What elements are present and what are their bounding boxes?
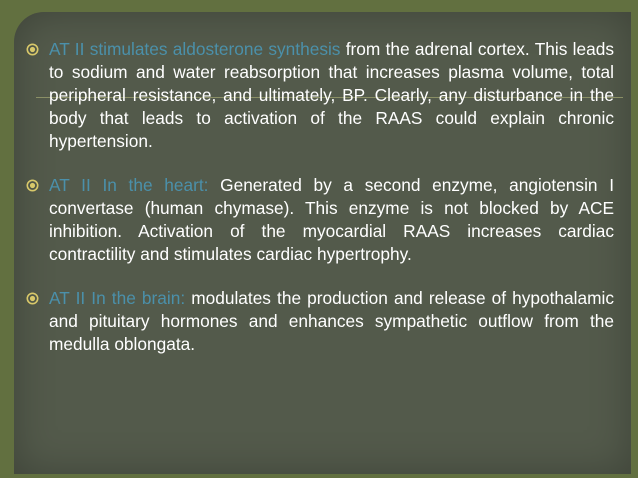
bullet-highlight: AT II In the brain: (49, 288, 186, 308)
bullet-text: modulates the production and release of hypothalamic and pituitary hormones and enhances sympathetic outflow from the medulla oblongata. (49, 288, 614, 354)
bullet-highlight: AT II In the heart: (49, 175, 209, 195)
bullet-item-brain (26, 287, 614, 356)
bullet-text: Generated by a second enzyme, angiotensin I convertase (human chymase). This enzyme is not blocked by ACE inhibition. Activation of the myocardial RAAS increases cardiac contractility and stimulates cardiac hypertrophy. (49, 175, 614, 264)
bullet-list (26, 38, 614, 377)
circle-bullet-icon (26, 292, 39, 305)
circle-bullet-icon (26, 179, 39, 192)
bullet-text: from the adrenal cortex. This leads to sodium and water reabsorption that increases plasma volume, total peripheral resistance, and ultimately, BP. Clearly, any disturbance in the body that leads to activation of the RAAS could explain chronic hypertension. (49, 39, 614, 151)
bullet-item-aldosterone (26, 38, 614, 153)
circle-bullet-icon (26, 43, 39, 56)
bullet-highlight: AT II stimulates aldosterone synthesis (49, 39, 341, 59)
bullet-item-heart (26, 174, 614, 266)
